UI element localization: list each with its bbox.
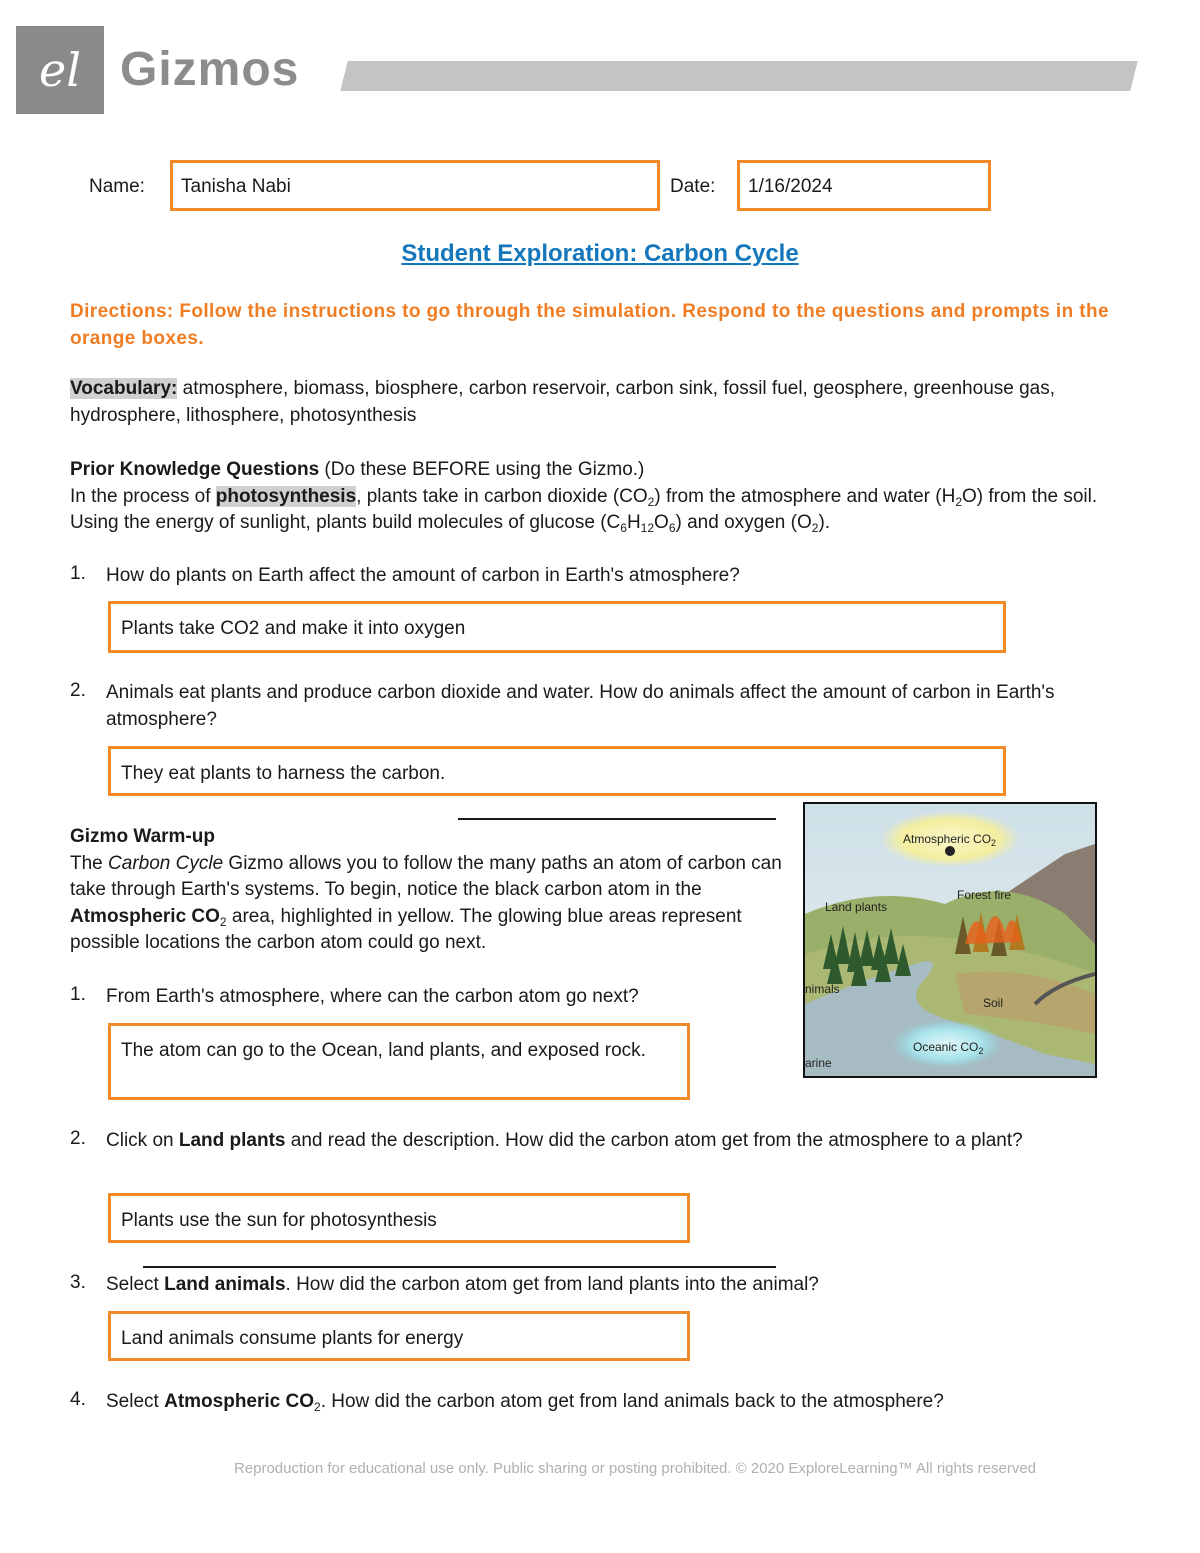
- date-label: Date:: [670, 176, 716, 197]
- prior-q1-text: How do plants on Earth affect the amount of carbon in Earth's atmosphere?: [106, 565, 740, 586]
- warmup-q3-text: Select Land animals. How did the carbon atom get from land plants into the animal?: [106, 1274, 819, 1295]
- forest-fire-label: Forest fire: [957, 888, 1012, 902]
- prior-q1-answer[interactable]: Plants take CO2 and make it into oxygen: [108, 601, 1006, 653]
- warmup-paragraph: The Carbon Cycle Gizmo allows you to follow the many paths an atom of carbon can take through Earth's systems. To begin, notice the black carbon atom in the Atmospheric $CO_2$ area, highlighted in yellow. The glowing blue areas represent possible locations the carbon atom could go next.: [70, 852, 782, 953]
- warmup-heading: Gizmo Warm-up: [70, 826, 215, 847]
- warmup-q4-number: 4.: [70, 1389, 86, 1410]
- gizmos-brand: Gizmos: [120, 43, 300, 96]
- warmup-q1-text: From Earth's atmosphere, where can the carbon atom go next?: [106, 986, 639, 1007]
- prior-q2-text: Animals eat plants and produce carbon dioxide and water. How do animals affect the amount of carbon in Earth's atmosphere?: [106, 682, 1055, 730]
- warmup-q1-answer[interactable]: The atom can go to the Ocean, land plants, and exposed rock.: [108, 1023, 690, 1100]
- date-field[interactable]: 1/16/2024: [737, 160, 991, 211]
- prior-q1-number: 1.: [70, 563, 86, 584]
- name-field[interactable]: Tanisha Nabi: [170, 160, 660, 211]
- prior-knowledge-heading: Prior Knowledge Questions: [70, 459, 320, 480]
- marine-label: arine: [805, 1056, 832, 1070]
- land-plants-label: Land plants: [825, 900, 888, 914]
- prior-q2-answer[interactable]: They eat plants to harness the carbon.: [108, 746, 1006, 796]
- warmup-q4-text: Select Atmospheric $CO_2$. How did the carbon atom get from land animals back to the atmosphere?: [106, 1391, 944, 1414]
- logo-text: el: [39, 43, 81, 97]
- warmup-q1-number: 1.: [70, 984, 86, 1005]
- header-bar: [340, 61, 1137, 91]
- prior-knowledge-note: (Do these BEFORE using the Gizmo.): [319, 459, 645, 480]
- warmup-section: [70, 824, 795, 957]
- page-title: Student Exploration: Carbon Cycle: [401, 240, 799, 267]
- photosynthesis-paragraph: In the process of photosynthesis, plants take in carbon dioxide $(CO_2)$ from the atmosphere and water $(H_2O)$ from the soil. Using the energy of sunlight, plants build molecules of glucose $(C_6H_{12}O_6)$ and oxygen $(O_2)$.: [70, 485, 1098, 535]
- warmup-q3-number: 3.: [70, 1272, 86, 1293]
- vocabulary-label: Vocabulary:: [70, 378, 178, 399]
- land-animals-label: nimals: [805, 982, 840, 996]
- atmospheric-co2-label: Atmospheric $CO_2$: [903, 832, 997, 848]
- directions: Directions: Follow the instructions to go through the simulation. Respond to the questions and prompts in the orange boxes.: [70, 301, 1109, 349]
- warmup-q2-number: 2.: [70, 1128, 86, 1149]
- carbon-cycle-illustration: [803, 802, 1097, 1078]
- vocabulary-list: atmosphere, biomass, biosphere, carbon reservoir, carbon sink, fossil fuel, geosphere, greenhouse gas, hydrosphere, lithosphere, photosynthesis: [70, 378, 1056, 426]
- soil-label: Soil: [983, 996, 1004, 1010]
- divider-line: [458, 818, 776, 820]
- warmup-q2-text: Click on Land plants and read the description. How did the carbon atom get from the atmosphere to a plant?: [106, 1130, 1023, 1151]
- warmup-q3-answer[interactable]: Land animals consume plants for energy: [108, 1311, 690, 1361]
- oceanic-co2-label: Oceanic $CO_2$: [913, 1040, 984, 1056]
- vocabulary: [70, 376, 1130, 429]
- photosynthesis-term: photosynthesis: [215, 485, 357, 507]
- divider-line-2: [143, 1266, 776, 1268]
- name-label: Name:: [89, 176, 145, 197]
- footer-copyright: Reproduction for educational use only. Public sharing or posting prohibited. © 2020 ExploreLearning™ All rights reserved: [233, 1460, 1037, 1477]
- warmup-q2-answer[interactable]: Plants use the sun for photosynthesis: [108, 1193, 690, 1243]
- prior-q2-number: 2.: [70, 680, 86, 701]
- explorelearning-logo: [16, 26, 104, 114]
- prior-knowledge-section: [70, 457, 1130, 537]
